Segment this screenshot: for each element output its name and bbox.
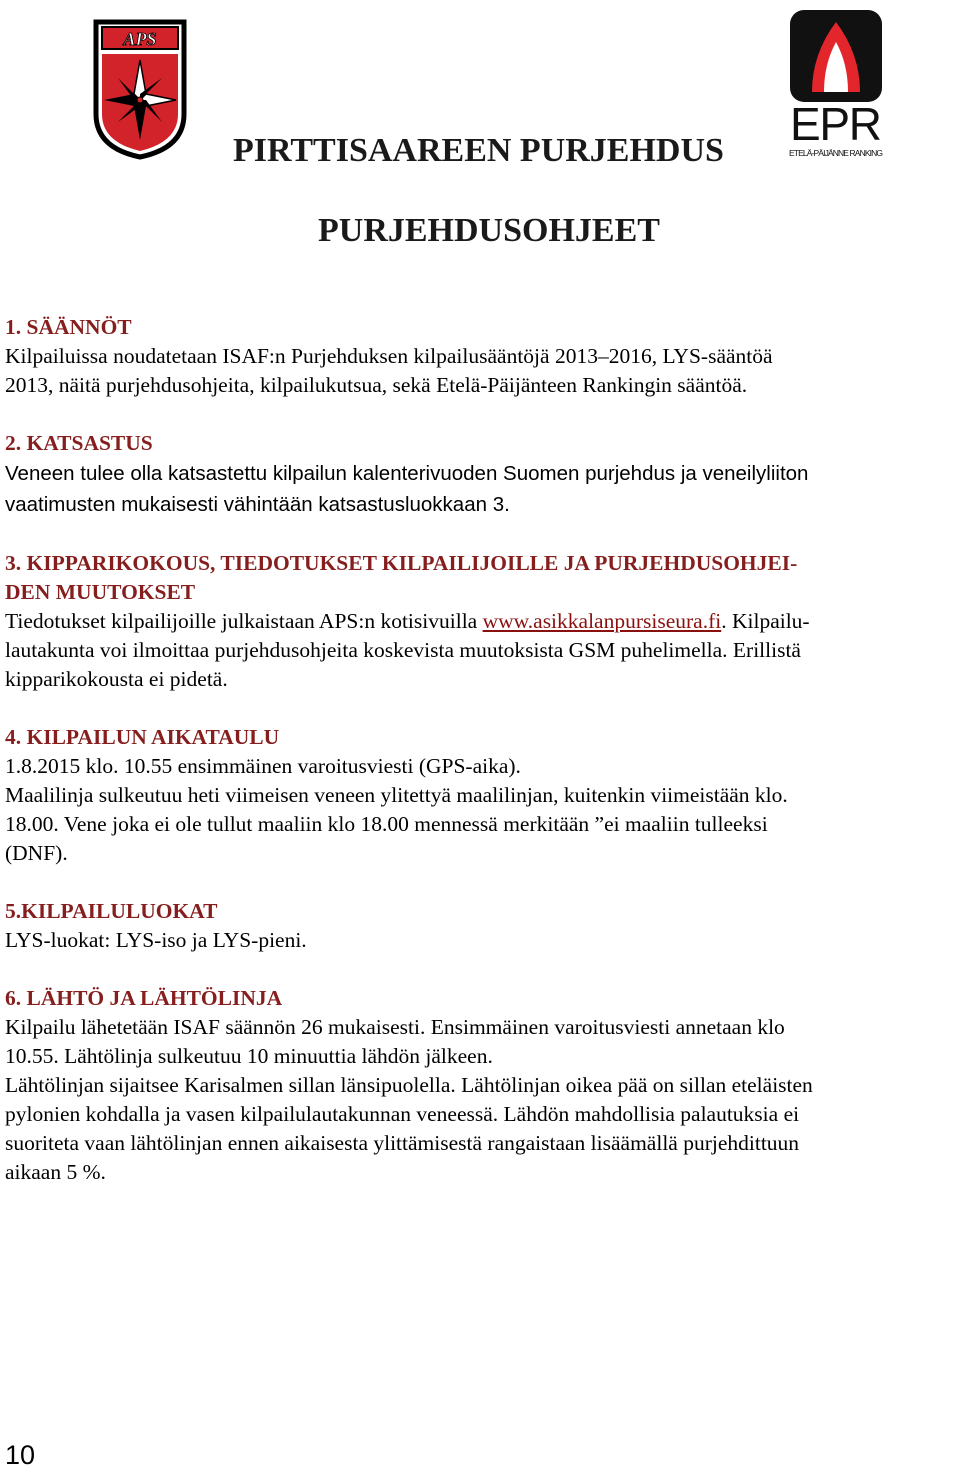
page-number: 10 <box>5 1440 36 1470</box>
paragraph-line: 10.55. Lähtölinja sulkeutuu 10 minuuttia lähdön jälkeen. <box>5 1044 493 1068</box>
text-span: Tiedotukset kilpailijoille julkaistaan APS:n kotisivuilla <box>5 609 483 633</box>
paragraph-line <box>5 607 960 636</box>
section-heading: 5.KILPAILULUOKAT <box>5 899 218 923</box>
paragraph-line: vaatimusten mukaisesti vähintään katsastusluokkaan 3. <box>5 493 510 516</box>
epr-logo-subtitle: ETELÄ-PÄIJÄNNE RANKING <box>789 148 883 158</box>
paragraph-line: 2013, näitä purjehdusohjeita, kilpailukutsua, sekä Etelä-Päijänteen Rankingin sääntöä. <box>5 373 748 397</box>
text-span: . Kilpailu- <box>721 609 810 633</box>
section-heading: 2. KATSASTUS <box>5 431 153 455</box>
epr-logo-text: EPR <box>790 98 882 150</box>
paragraph-line: lautakunta voi ilmoittaa purjehdusohjeita koskevista muutoksista GSM puhelimella. Erillistä <box>5 638 801 662</box>
paragraph-line: Maalilinja sulkeutuu heti viimeisen veneen ylitettyä maalilinjan, kuitenkin viimeistään klo. <box>5 783 788 807</box>
section-heading: DEN MUUTOKSET <box>5 580 196 604</box>
paragraph-line: pylonien kohdalla ja vasen kilpailulautakunnan veneessä. Lähdön mahdollisia palautuksia ei <box>5 1102 800 1126</box>
paragraph-line: Kilpailu lähetetään ISAF säännön 26 mukaisesti. Ensimmäinen varoitusviesti annetaan klo <box>5 1015 785 1039</box>
section-heading: 3. KIPPARIKOKOUS, TIEDOTUKSET KILPAILIJOILLE JA PURJEHDUSOHJEI- <box>5 551 798 575</box>
section-heading: 4. KILPAILUN AIKATAULU <box>5 725 280 749</box>
document-title: PURJEHDUSOHJEET <box>318 212 660 249</box>
paragraph-line: Veneen tulee olla katsastettu kilpailun kalenterivuoden Suomen purjehdus ja veneilyliiton <box>5 462 809 485</box>
paragraph-line: kipparikokousta ei pidetä. <box>5 667 228 691</box>
paragraph-line: aikaan 5 %. <box>5 1160 106 1184</box>
epr-ranking-logo <box>786 8 886 160</box>
paragraph-line: Lähtölinjan sijaitsee Karisalmen sillan länsipuolella. Lähtölinjan oikea pää on sillan eteläisten <box>5 1073 813 1097</box>
paragraph-line: suoriteta vaan lähtölinjan ennen aikaisesta ylittämisestä rangaistaan lisäämällä purjehdittuun <box>5 1131 800 1155</box>
section-skipper-meeting <box>5 549 960 694</box>
section-inspection <box>5 429 960 520</box>
epr-sail-icon <box>786 8 886 160</box>
club-website-link[interactable]: www.asikkalanpursiseura.fi <box>482 609 722 633</box>
paragraph-line: Kilpailuissa noudatetaan ISAF:n Purjehduksen kilpailusääntöjä 2013–2016, LYS-sääntöä <box>5 344 773 368</box>
paragraph-line: 18.00. Vene joka ei ole tullut maaliin klo 18.00 mennessä merkitään ”ei maaliin tulleeksi <box>5 812 768 836</box>
event-title: PIRTTISAAREEN PURJEHDUS <box>233 132 724 169</box>
section-heading: 6. LÄHTÖ JA LÄHTÖLINJA <box>5 986 283 1010</box>
section-heading: 1. SÄÄNNÖT <box>5 315 132 339</box>
aps-shield-icon <box>92 18 188 160</box>
section-start <box>5 984 960 1187</box>
section-classes <box>5 897 960 955</box>
document-body <box>5 313 960 1216</box>
section-schedule <box>5 723 960 868</box>
paragraph-line: 1.8.2015 klo. 10.55 ensimmäinen varoitusviesti (GPS-aika). <box>5 754 521 778</box>
aps-club-logo <box>92 18 188 160</box>
paragraph-line: LYS-luokat: LYS-iso ja LYS-pieni. <box>5 928 307 952</box>
paragraph-line: (DNF). <box>5 841 68 865</box>
section-rules <box>5 313 960 400</box>
aps-logo-text: APS <box>123 29 157 49</box>
